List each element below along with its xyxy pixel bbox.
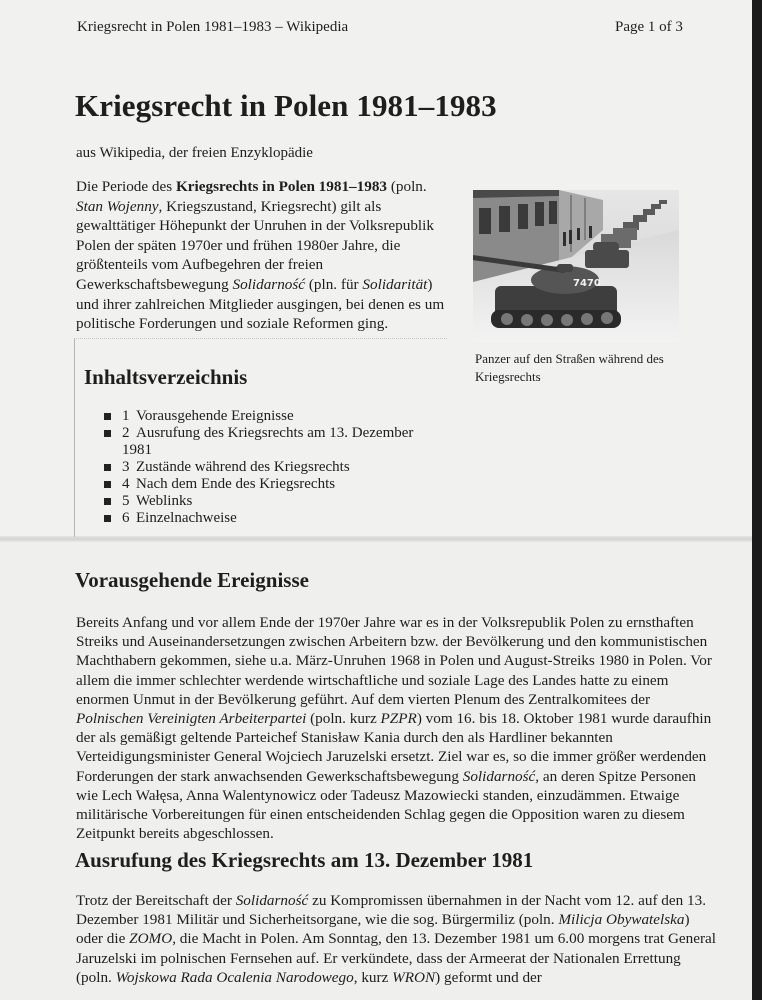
toc-list [104,408,424,527]
paragraph-text: Trotz der Bereitschaft der [76,892,236,909]
intro-paragraph [76,177,456,334]
paragraph-text: zu Kompromissen übernahmen in der Nacht vom 12. auf den 13. Dezember 1981 Militär und Sicherheitsorgane, wie die sog. Bürgermiliz (poln. [76,892,707,929]
paragraph-italic-term: ZOMO [129,930,173,948]
toc-item[interactable] [104,493,424,510]
intro-text: (poln. [387,178,427,195]
toc-item[interactable] [104,408,424,425]
paragraph-text: ) geformt und der [435,968,542,986]
paragraph-text: ) vom 16. bis 18. Oktober 1981 wurde daraufhin der als gemäßigt geltende Parteichef Stanisław Kania durch den als Hardliner bekannten Verteidigungsminister General Wojciech Jaruzelski ersetzt. Ziel war es, so die immer größer werdenden Forderungen der stark anwachsenden Gewerkschaftsbewegung [76,710,712,785]
paragraph-italic-term: WRON [392,968,436,986]
paragraph-text: , die Macht in Polen. Am Sonntag, den 13. Dezember 1981 um 6.00 morgens trat General Jaruzelski im polnischen Fernsehen auf. Er verkündete, dass der Armeerat der Nationalen Errettung (poln. [76,930,717,986]
intro-italic-term: Stan Wojenny [76,197,159,215]
toc-item-number: 3 [122,459,130,475]
toc-item-label: Zustände während des Kriegsrechts [136,459,350,475]
section-heading-ausrufung: Ausrufung des Kriegsrechts am 13. Dezember 1981 [75,848,534,872]
link-solidarnosc[interactable] [232,276,305,293]
paragraph-text: Bereits Anfang und vor allem Ende der 1970er Jahre war es in der Volksrepublik Polen zu ernsthaften Streiks und Auseinandersetzungen zwischen Arbeitern bzw. der Bevölkerung und den kommunistischen Machthabern gekommen, siehe u.a. März-Unruhen 1968 in Polen und August-Streiks 1980 in Polen. Vor allem die immer schlechter werdende wirtschaftliche und soziale Lage des Landes hatte zu einem enormen Unmut in der Bevölkerung geführt. Auf dem vierten Plenum des Zentralkomitees der [76,614,712,708]
toc-item[interactable] [104,425,424,459]
intro-text: (pln. für [305,275,363,293]
tank-photo[interactable] [473,190,679,342]
toc-item-number: 4 [122,476,130,492]
photo-caption: Panzer auf den Straßen während des Kriegsrechts [475,351,664,384]
toc-title: Inhaltsverzeichnis [84,365,248,389]
article-title: Kriegsrecht in Polen 1981–1983 [75,88,497,123]
bullet-icon [104,481,111,488]
toc-item-number: 2 [122,425,130,441]
intro-italic-term: Solidarność [232,275,306,293]
paragraph-text: , an deren Spitze Personen wie Lech Wałęsa, Anna Walentynowicz oder Tadeusz Mazowiecki standen, einzudämmen. Etwaige militärische Vorbereitungen für einen entscheidenden Schlag gegen die Opposition waren zu diesem Zeitpunkt bereits abgeschlossen. [76,767,696,843]
toc-item[interactable] [104,476,424,493]
paragraph-italic-term: Milicja Obywatelska [558,911,685,929]
print-header-page-number: Page 1 of 3 [615,19,683,35]
paragraph-italic-term: PZPR [380,710,417,728]
paragraph-italic-term: Solidarność [235,892,309,909]
toc-item-label: Ausrufung des Kriegsrechts am 13. Dezember [136,425,414,441]
toc-item-number: 1 [122,408,130,424]
bullet-icon [104,464,111,471]
intro-bold-term: Kriegsrechts in Polen 1981–1983 [175,178,388,195]
toc-item-label: Weblinks [136,493,193,509]
print-header-title: Kriegsrecht in Polen 1981–1983 – Wikipedia [77,19,349,35]
paragraph-italic-term: Solidarność [462,767,536,785]
bullet-icon [104,498,111,505]
section-1-paragraph [76,613,716,843]
tank-number: 7470 [573,278,601,289]
bullet-icon [104,413,111,420]
tank-photo-graphic [473,190,679,342]
paragraph-text: , kurz [353,968,393,986]
intro-text: Die Periode des [76,178,176,195]
toc-item[interactable] [104,459,424,476]
section-2-paragraph [76,891,716,987]
toc-item-number: 6 [122,510,130,526]
article-subtitle: aus Wikipedia, der freien Enzyklopädie [76,145,313,161]
intro-text: ) und ihrer zahlreichen Mitglieder ausgingen, bei denen es um politische Forderungen und soziale Reformen ging. [76,275,445,333]
paragraph-italic-term: Wojskowa Rada Ocalenia Narodowego [115,968,354,986]
bullet-icon [104,430,111,437]
toc-item-label: Nach dem Ende des Kriegsrechts [136,476,336,492]
paragraph-text: (poln. kurz [306,710,381,728]
bullet-icon [104,515,111,522]
intro-italic-term: Solidarität [362,275,428,293]
toc-item[interactable] [104,510,424,527]
toc-item-label-continued: 1981 [122,442,152,458]
link-kriegsrecht[interactable] [176,178,387,195]
section-heading-vorausgehende-ereignisse: Vorausgehende Ereignisse [75,568,309,592]
toc-item-label: Einzelnachweise [136,510,237,526]
toc-item-number: 5 [122,493,130,509]
paragraph-text: ) oder die [76,911,690,948]
toc-item-label: Vorausgehende Ereignisse [136,408,294,424]
intro-text: , Kriegszustand, Kriegsrecht) gilt als gewalttätiger Höhepunkt der Unruhen in der Volksrepublik Polen der späten 1970er und frühen 1980er Jahre, die größtenteils vom Aufbegehren der freien Gewerkschaftsbewegung [76,197,434,293]
paragraph-italic-term: Polnischen Vereinigten Arbeiterpartei [76,710,307,728]
